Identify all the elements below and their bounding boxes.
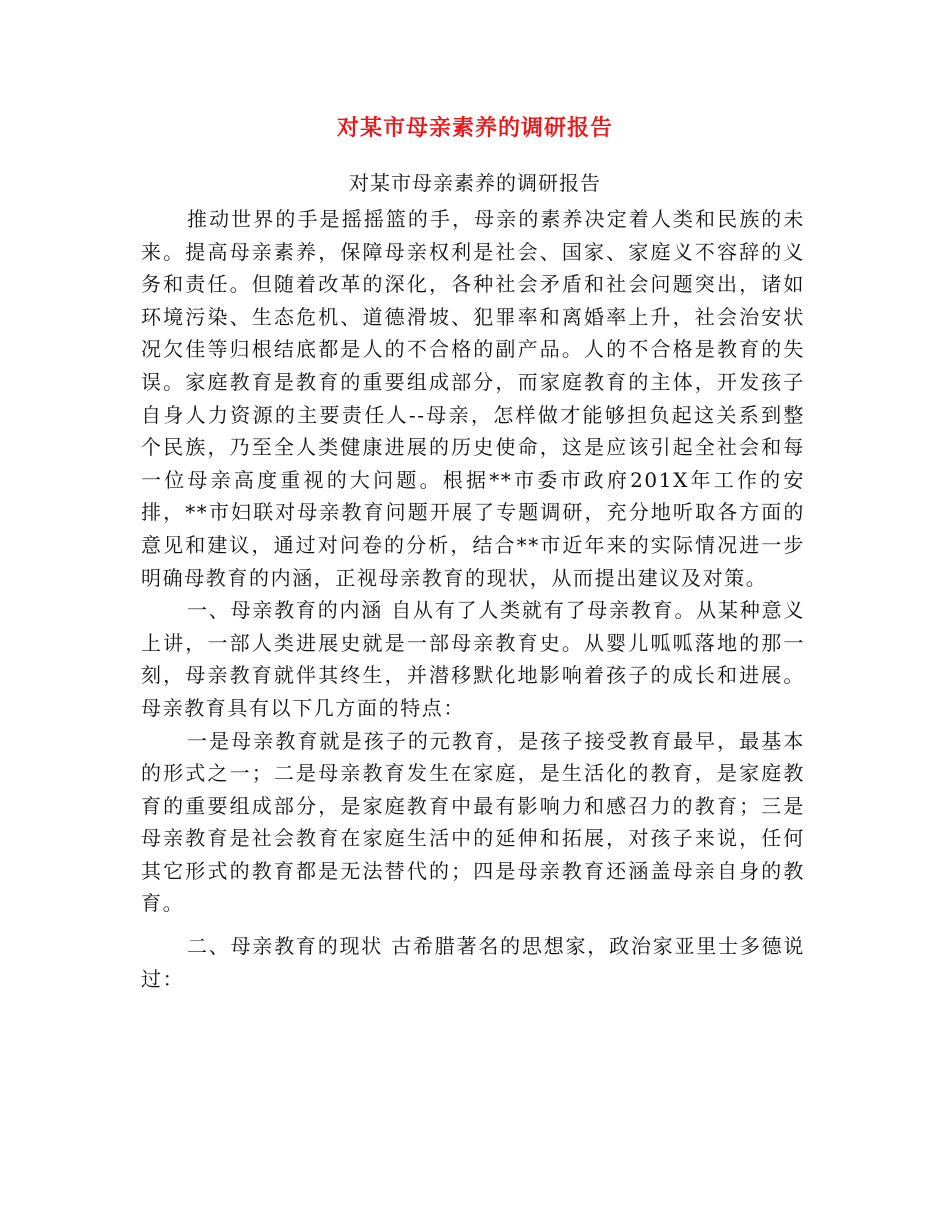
paragraph-features: 一是母亲教育就是孩子的元教育，是孩子接受教育最早，最基本的形式之一；二是母亲教育发生在家庭，是生活化的教育，是家庭教育的重要组成部分，是家庭教育中最有影响力和感召力的教育；三是母亲教育是社会教育在家庭生活中的延伸和拓展，对孩子来说，任何其它形式的教育都是无法替代的；四是母亲教育还涵盖母亲自身的教育。 <box>141 728 805 916</box>
document-subtitle: 对某市母亲素养的调研报告 <box>349 171 601 195</box>
document-body <box>141 203 805 995</box>
paragraph-section-1: 一、母亲教育的内涵 自从有了人类就有了母亲教育。从某种意义上讲，一部人类进展史就是一部母亲教育史。从婴儿呱呱落地的那一刻，母亲教育就伴其终生，并潜移默化地影响着孩子的成长和进展。母亲教育具有以下几方面的特点： <box>141 598 805 720</box>
document-title: 对某市母亲素养的调研报告 <box>336 115 613 141</box>
paragraph-intro: 推动世界的手是摇摇篮的手，母亲的素养决定着人类和民族的未来。提高母亲素养，保障母亲权利是社会、国家、家庭义不容辞的义务和责任。但随着改革的深化，各种社会矛盾和社会问题突出，诸如环境污染、生态危机、道德滑坡、犯罪率和离婚率上升，社会治安状况欠佳等归根结底都是人的不合格的副产品。人的不合格是教育的失误。家庭教育是教育的重要组成部分，而家庭教育的主体，开发孩子自身人力资源的主要责任人--母亲，怎样做才能够担负起这关系到整个民族，乃至全人类健康进展的历史使命，这是应该引起全社会和每一位母亲高度重视的大问题。根据**市委市政府201X年工作的安排，**市妇联对母亲教育问题开展了专题调研，充分地听取各方面的意见和建议，通过对问卷的分析，结合**市近年来的实际情况进一步明确母教育的内涵，正视母亲教育的现状，从而提出建议及对策。 <box>141 207 805 590</box>
paragraph-section-2: 二、母亲教育的现状 古希腊著名的思想家，政治家亚里士多德说过： <box>141 934 805 991</box>
